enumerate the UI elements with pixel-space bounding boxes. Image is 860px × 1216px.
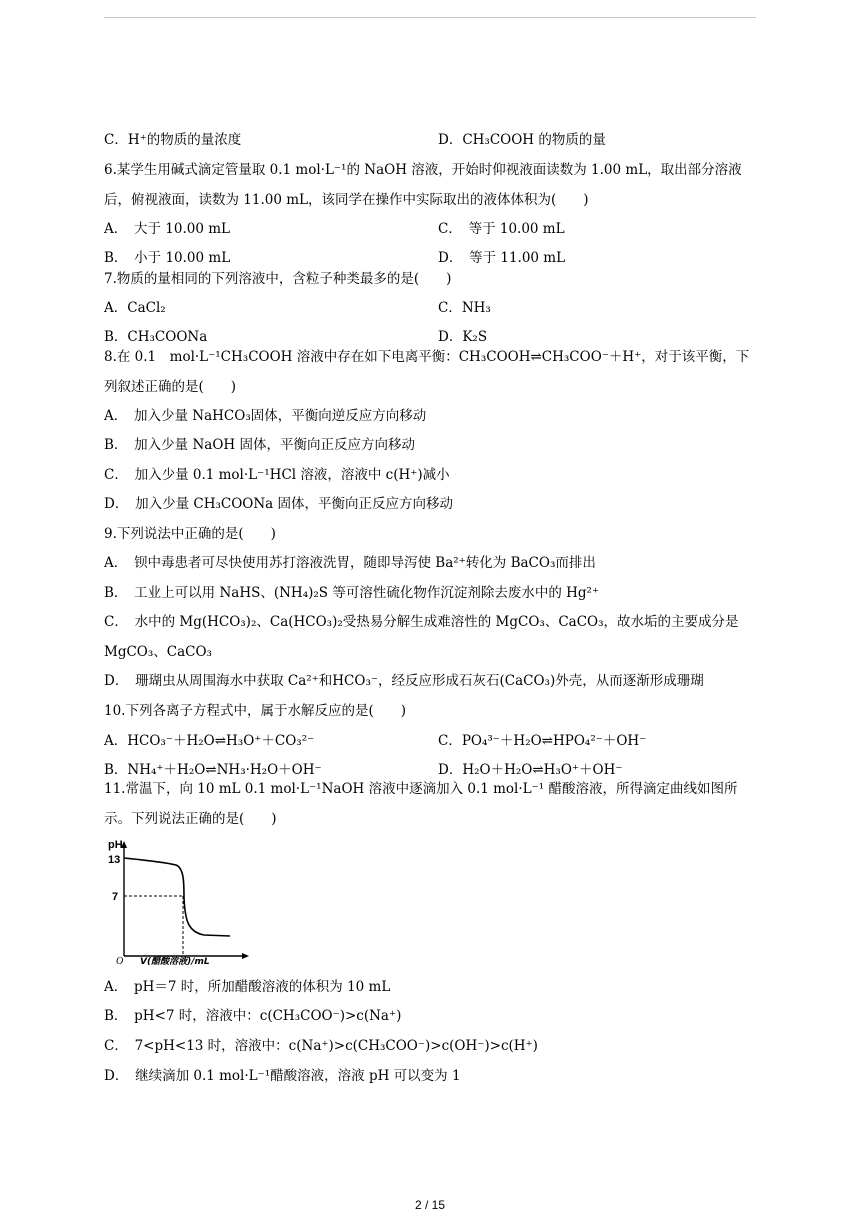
tick-7: 7 [112,891,119,903]
q9-option-d: D． 珊瑚虫从周围海水中获取 Ca²⁺和HCO₃⁻，经反应形成石灰石(CaCO₃)外壳，从而逐渐形成珊瑚 [104,673,704,689]
q6-option-b: B． 小于 10.00 mL [104,250,231,266]
titration-curve [124,858,230,936]
q5-option-c: C．H⁺的物质的量浓度 [104,132,242,148]
q6-stem: 6.某学生用碱式滴定管量取 0.1 mol·L⁻¹的 NaOH 溶液，开始时仰视液面读数为 1.00 mL，取出部分溶液后，俯视液面，读数为 11.00 mL，该同学在操作中实际取出的液体体积为( ) [104,162,742,208]
x-axis-arrow [242,953,249,959]
q8-option-d: D． 加入少量 CH₃COONa 固体，平衡向正反应方向移动 [104,496,453,512]
q7-option-a: A．CaCl₂ [104,300,166,316]
q7-stem: 7.物质的量相同的下列溶液中，含粒子种类最多的是( ) [104,271,452,287]
q10-option-b: B．NH₄⁺＋H₂O⇌NH₃·H₂O＋OH⁻ [104,762,322,778]
q10-option-c: C．PO₄³⁻＋H₂O⇌HPO₄²⁻＋OH⁻ [438,733,647,749]
titration-curve-figure [104,838,254,966]
q8-option-a: A． 加入少量 NaHCO₃固体，平衡向逆反应方向移动 [104,408,427,424]
header-rule [104,17,756,18]
q8-option-c: C． 加入少量 0.1 mol·L⁻¹HCl 溶液，溶液中 c(H⁺)减小 [104,467,450,483]
origin-label: O [116,956,124,966]
page-number: 2 / 15 [414,1198,446,1212]
q8-stem: 8.在 0.1 mol·L⁻¹CH₃COOH 溶液中存在如下电离平衡：CH₃COOH⇌CH₃COO⁻＋H⁺，对于该平衡，下列叙述正确的是( ) [104,349,750,395]
q11-option-b: B． pH<7 时，溶液中：c(CH₃COO⁻)>c(Na⁺) [104,1008,402,1024]
q10-stem: 10.下列各离子方程式中，属于水解反应的是( ) [104,703,407,719]
x-axis-label: V(醋酸溶液)/mL [140,957,210,966]
q9-option-a: A． 钡中毒患者可尽快使用苏打溶液洗胃，随即导泻使 Ba²⁺转化为 BaCO₃而排出 [104,555,596,571]
q6-option-d: D． 等于 11.00 mL [438,250,566,266]
q10-option-a: A．HCO₃⁻＋H₂O⇌H₃O⁺＋CO₃²⁻ [104,733,315,749]
q5-option-d: D．CH₃COOH 的物质的量 [438,132,606,148]
q7-option-d: D．K₂S [438,329,488,345]
q11-option-c: C． 7<pH<13 时，溶液中：c(Na⁺)>c(CH₃COO⁻)>c(OH⁻)>c(H⁺) [104,1038,538,1054]
q7-option-b: B．CH₃COONa [104,329,208,345]
tick-13: 13 [108,854,121,866]
q9-option-b: B． 工业上可以用 NaHS、(NH₄)₂S 等可溶性硫化物作沉淀剂除去废水中的 Hg²⁺ [104,585,600,601]
q10-option-d: D．H₂O＋H₂O⇌H₃O⁺＋OH⁻ [438,762,623,778]
q9-stem: 9.下列说法中正确的是( ) [104,526,276,542]
q6-option-c: C． 等于 10.00 mL [438,221,565,237]
q11-option-d: D． 继续滴加 0.1 mol·L⁻¹醋酸溶液，溶液 pH 可以变为 1 [104,1068,461,1084]
y-axis-label: pH [108,839,123,851]
q11-stem: 11.常温下，向 10 mL 0.1 mol·L⁻¹NaOH 溶液中逐滴加入 0.1 mol·L⁻¹ 醋酸溶液，所得滴定曲线如图所示。下列说法正确的是( ) [104,781,738,827]
q8-option-b: B． 加入少量 NaOH 固体，平衡向正反应方向移动 [104,437,415,453]
q7-option-c: C．NH₃ [438,300,491,316]
q11-option-a: A． pH＝7 时，所加醋酸溶液的体积为 10 mL [104,979,391,995]
q6-option-a: A． 大于 10.00 mL [104,221,230,237]
q9-option-c: C． 水中的 Mg(HCO₃)₂、Ca(HCO₃)₂受热易分解生成难溶性的 MgCO₃、CaCO₃，故水垢的主要成分是 MgCO₃、CaCO₃ [104,614,739,660]
